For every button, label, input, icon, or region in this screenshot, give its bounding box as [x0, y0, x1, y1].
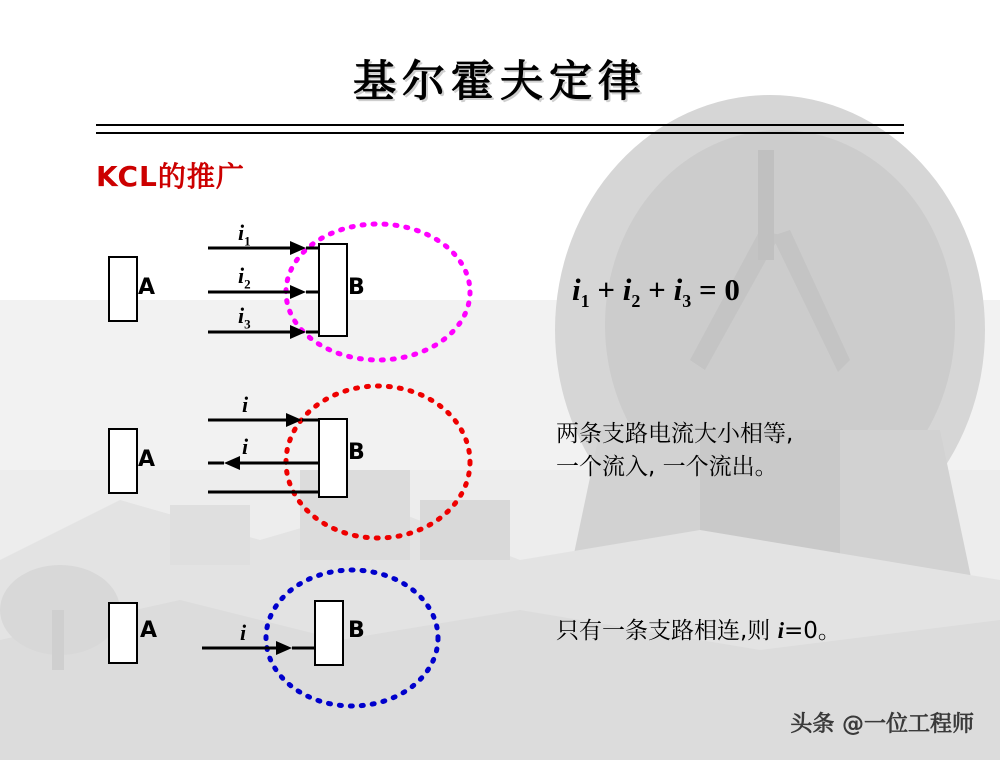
node-label-b-3: B [348, 618, 365, 643]
note-block-3-prefix: 只有一条支路相连,则 [556, 618, 778, 644]
note-block-2-line2: 一个流入, 一个流出。 [556, 454, 778, 481]
current-label-i1: $i_1$ [238, 220, 251, 249]
note-block-3 [556, 614, 841, 648]
node-label-a-2: A [138, 447, 156, 472]
current-label-2a: i [242, 392, 249, 417]
node-box-b-3 [314, 600, 344, 666]
current-label-i3: $i_3$ [238, 303, 251, 332]
current-label-3a: i [240, 620, 247, 645]
node-label-a-3: A [140, 618, 158, 643]
current-label-i2: $i_2$ [238, 263, 251, 292]
node-label-b-1: B [348, 275, 365, 300]
page-title: 基尔霍夫定律 [353, 57, 647, 107]
node-label-a-1: A [138, 275, 156, 300]
note-block-3-suffix: =0。 [784, 618, 841, 644]
watermark-text: 头条 @一位工程师 [790, 712, 974, 737]
note-block-3-symbol: i [777, 618, 785, 643]
node-label-b-2: B [348, 440, 365, 465]
equation-kcl: $i_1 + i_2 + i_3 = 0$ [572, 272, 740, 312]
node-box-a-3 [108, 602, 138, 664]
note-block-2-line1: 两条支路电流大小相等, [556, 421, 794, 447]
current-label-2b: i [242, 434, 249, 459]
section-subtitle: KCL的推广 [96, 160, 245, 193]
